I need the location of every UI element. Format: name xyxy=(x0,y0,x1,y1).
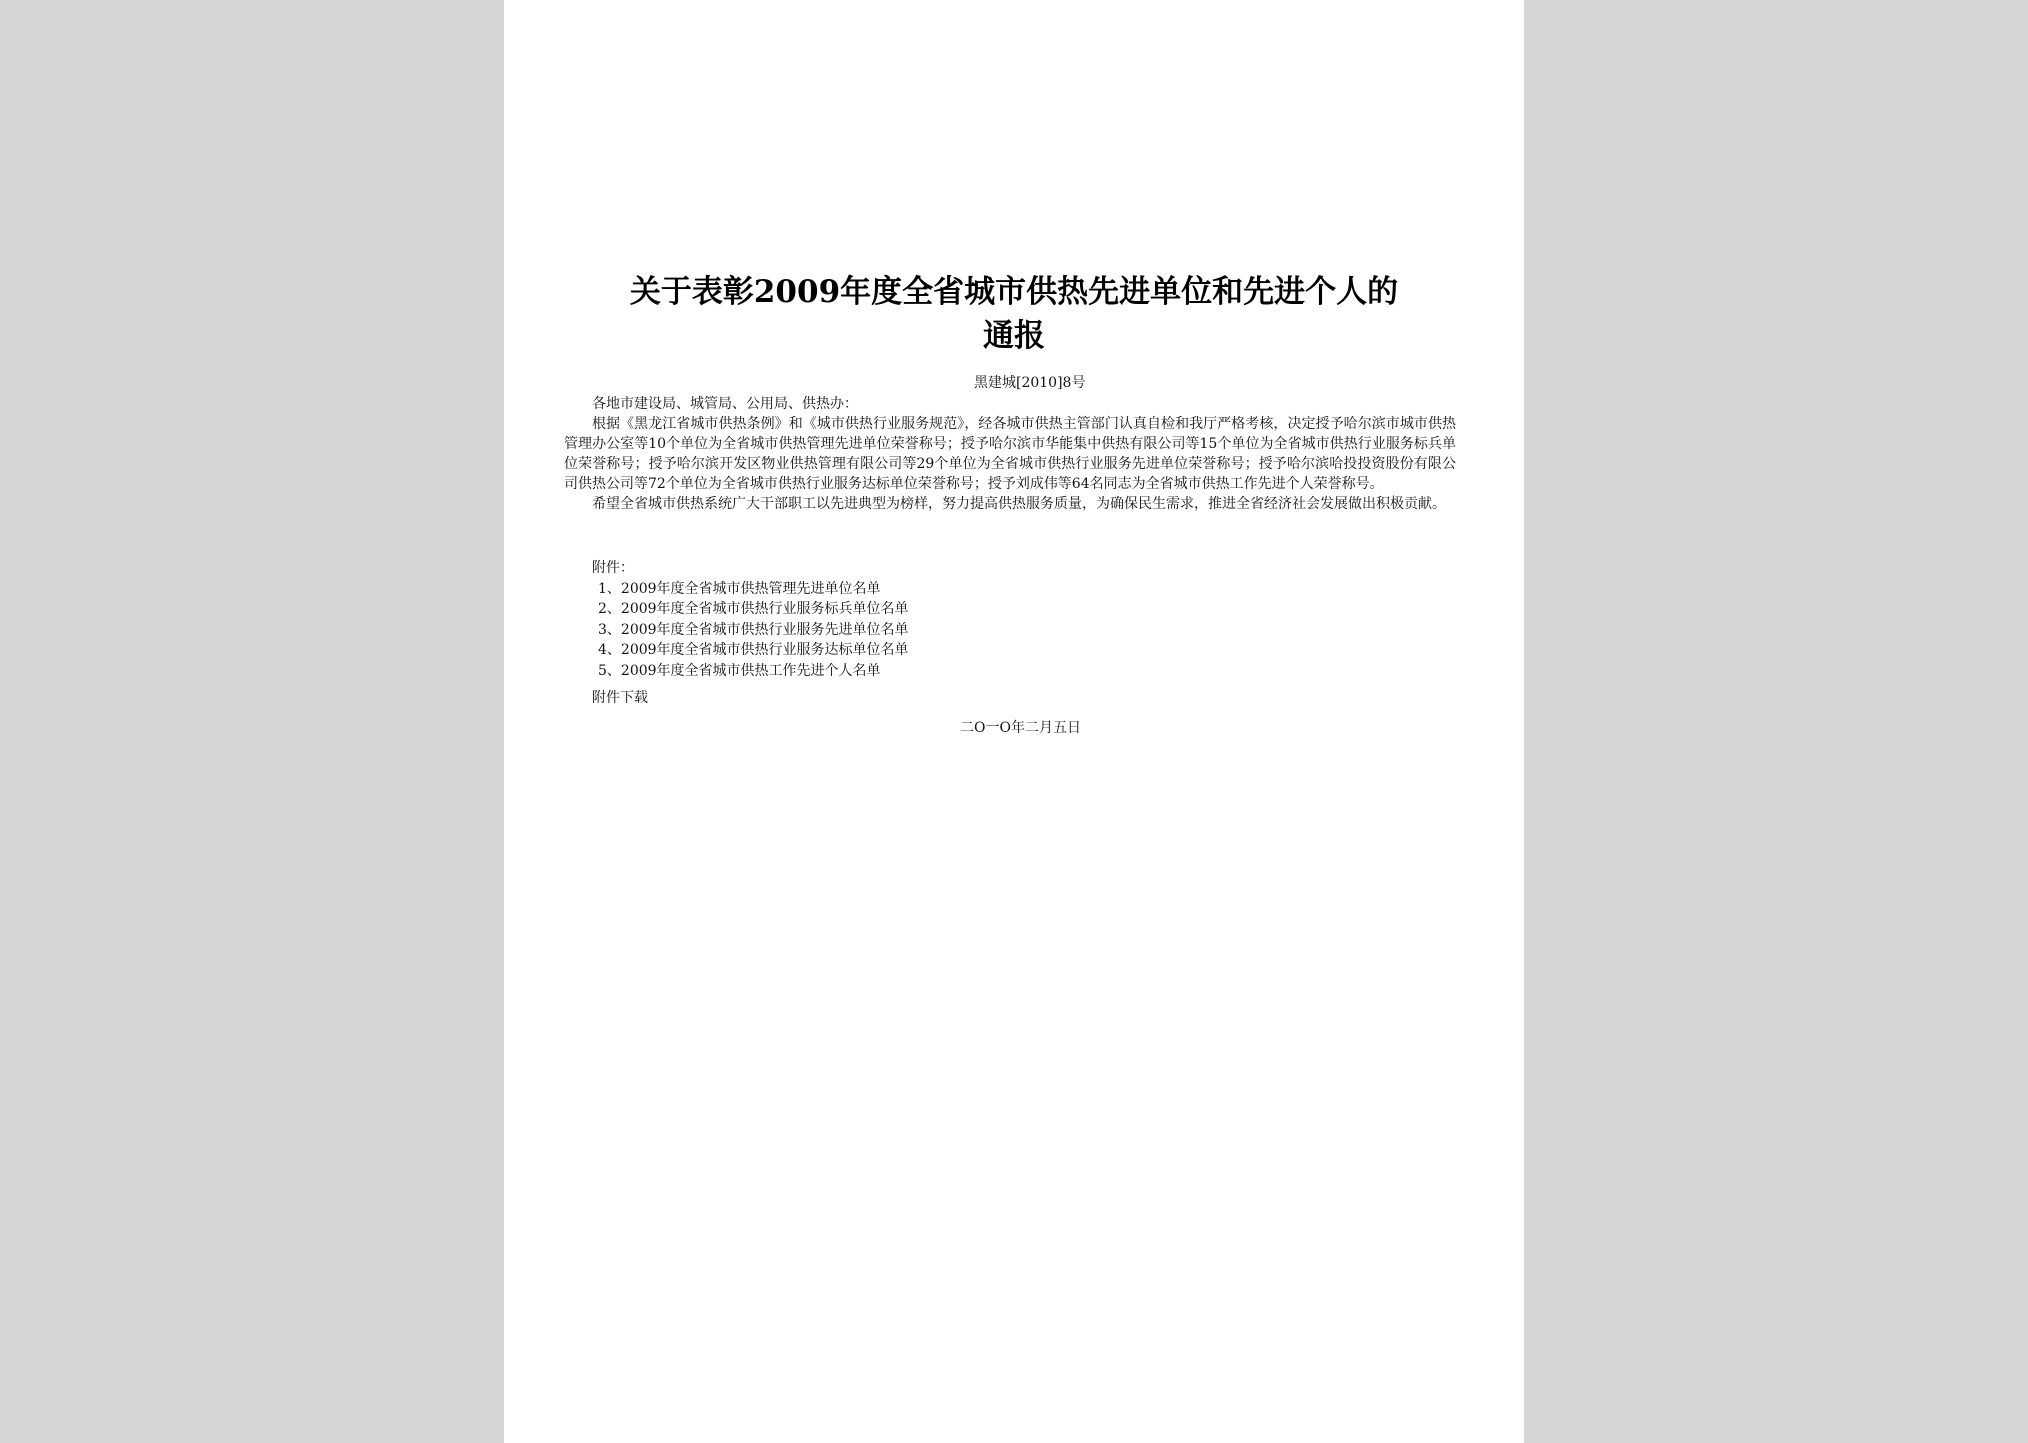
document-page xyxy=(504,0,1524,1443)
attachment-item: 1、2009年度全省城市供热管理先进单位名单 xyxy=(598,580,881,597)
document-title-continued: 通报 xyxy=(983,318,1045,354)
document-title: 关于表彰2009年度全省城市供热先进单位和先进个人的 xyxy=(629,274,1399,310)
document-date: 二O一O年二月五日 xyxy=(960,720,1081,736)
paragraph: 根据《黑龙江省城市供热条例》和《城市供热行业服务规范》，经各城市供热主管部门认真自检和我厅严格考核，决定授予哈尔滨市城市供热管理办公室等10个单位为全省城市供热管理先进单位荣誉称号；授予哈尔滨市华能集中供热有限公司等15个单位为全省城市供热行业服务标兵单位荣誉称号；授予哈尔滨开发区物业供热管理有限公司等29个单位为全省城市供热行业服务先进单位荣誉称号；授予哈尔滨哈投投资股份有限公司供热公司等72个单位为全省城市供热行业服务达标单位荣誉称号；授予刘成伟等64名同志为全省城市供热工作先进个人荣誉称号。 xyxy=(564,416,1456,492)
attachments-list xyxy=(592,558,1098,681)
attachment-item: 2、2009年度全省城市供热行业服务标兵单位名单 xyxy=(598,601,909,617)
document-body xyxy=(564,394,1456,514)
salutation: 各地市建设局、城管局、公用局、供热办： xyxy=(592,396,858,412)
paragraph: 希望全省城市供热系统广大干部职工以先进典型为榜样，努力提高供热服务质量，为确保民生需求，推进全省经济社会发展做出积极贡献。 xyxy=(592,496,1446,512)
attachment-item: 4、2009年度全省城市供热行业服务达标单位名单 xyxy=(598,642,909,658)
attachment-item: 5、2009年度全省城市供热工作先进个人名单 xyxy=(598,662,881,679)
document-number: 黑建城[2010]8号 xyxy=(974,375,1086,391)
attachments-heading: 附件： xyxy=(592,560,634,576)
attachment-item: 3、2009年度全省城市供热行业服务先进单位名单 xyxy=(598,621,909,638)
attachment-download-link[interactable]: 附件下载 xyxy=(592,690,648,706)
